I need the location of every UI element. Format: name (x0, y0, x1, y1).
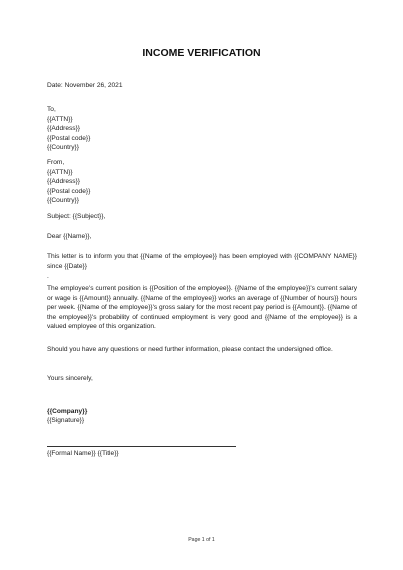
to-address: {{Address}} (47, 125, 80, 133)
paragraph-separator: . (47, 273, 49, 280)
paragraph-contact: Should you have any questions or need further information, please contact the undersigned office. (47, 346, 333, 353)
to-country: {{Country}} (47, 144, 79, 152)
document-title: INCOME VERIFICATION (142, 47, 261, 59)
paragraph-position-salary: The employee's current position is {{Position of the employee}}. {{Name of the employee}}'s current salary or wage is {{Amount}} annually. {{Name of the employee}} works an average of {{Number of hours}} hours per week. {{Name of the employee}}'s gross salary for the most recent pay period is {{Amount}}. {{Name of the employee}}'s probability of continued employment is very good and {{Name of the employee}} is a valued employee of this organization. (47, 285, 357, 331)
from-country: {{Country}} (47, 197, 79, 205)
formal-name-title: {{Formal Name}} {{Title}} (47, 450, 119, 457)
from-address: {{Address}} (47, 178, 80, 186)
from-label: From, (47, 159, 65, 166)
signature-line (47, 446, 236, 447)
company-name: {{Company}} (47, 408, 88, 415)
to-label: To, (47, 106, 56, 113)
sender-address-block (47, 158, 357, 206)
page-number: Page 1 of 1 (188, 537, 215, 543)
subject-line: Subject: {{Subject}}, (47, 213, 106, 220)
recipient-address-block (47, 105, 357, 153)
date-line (47, 81, 357, 91)
to-attn: {{ATTN}} (47, 115, 73, 123)
from-attn: {{ATTN}} (47, 168, 73, 176)
to-postal-code: {{Postal code}} (47, 134, 91, 142)
closing: Yours sincerely, (47, 375, 93, 382)
paragraph-employment: This letter is to inform you that {{Name of the employee}} has been employed with {{COMPANY NAME}} since {{Date}} (47, 253, 357, 270)
greeting: Dear {{Name}}, (47, 233, 92, 240)
from-postal-code: {{Postal code}} (47, 187, 91, 195)
signature: {{Signature}} (47, 417, 85, 424)
date-text: Date: November 26, 2021 (47, 82, 123, 89)
